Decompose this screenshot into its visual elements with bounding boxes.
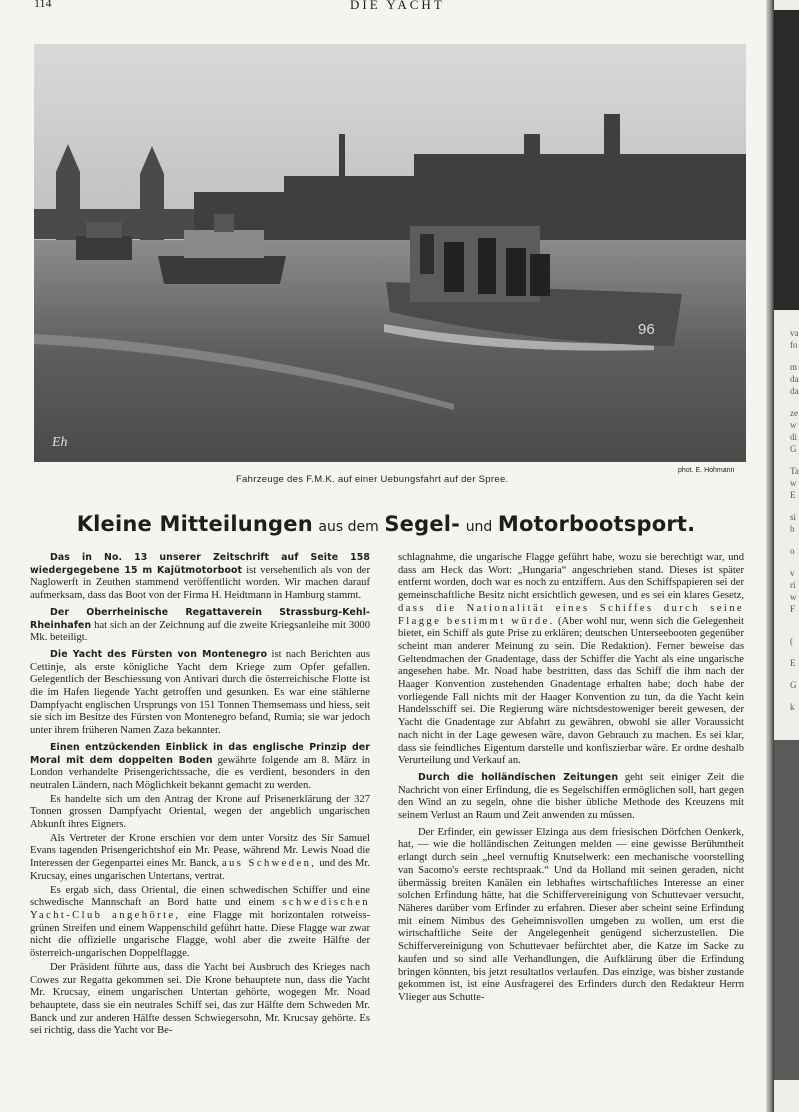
headline-part1: Kleine Mitteilungen [76,512,313,536]
photograph [34,44,746,462]
paragraph-vertreter-krone: Als Vertreter der Krone erschien vor dem unter Vorsitz des Sir Samuel Evans tagenden Prisengerichtshof ein Mr. Pease, während Mr. Lewis Noad die Interessen der Gegenpartei eines Mr. Banck, aus Schweden, und des Mr. Krucsay, eines ungarischen Untertans, vertrat. [30,832,370,882]
adjacent-text-fragment: w [790,478,797,488]
adjacent-photo-edge [774,740,799,1080]
headline-part3: Segel- [384,512,461,536]
running-title: DIE YACHT [350,0,445,12]
adjacent-text-fragment: b [790,524,795,534]
adjacent-text-fragment: o [790,546,795,556]
adjacent-text-fragment: G [790,680,797,690]
paragraph-erfinder: Der Erfinder, ein gewisser Elzinga aus dem friesischen Dörfchen Oenkerk, hat, — wie die holländischen Zeitungen melden — eine gewisse Berühmtheit erlangt durch sein „heel vernuftig Knutselwerk: een mechanische voorstelling van Sacomo's eerste rechtspraak.“ Und da Holland mit seinen geraden, nicht übermässig breiten Kanälen ein lebhaftes wirtschaftliches Interesse an einer solchen Erfindung hätte, hat die Schiffervereinigung von Schuttevaer versucht, Näheres darüber vom Erfinder zu erfahren. Dieser aber scheint seine Erfindung mit einem Nimbus des Geheimnisvollen umgeben zu wollen, um erst die wirtschaftliche Seite der Angelegenheit genügend sicherzustellen. Die Schiffervereinigung von Schuttevaer befürchtet aber, die Katze im Sacke zu kaufen und so sind alle Verhandlungen, die Aufklärung über die Erfindung bringen könnten, bis jetzt resultatlos verlaufen. Das einzige, was bisher zustande gekommen ist, ist eine Ausfragerei des Erfinders durch den Redakteur Herrn Vlieger aus Schutte- [398,826,744,1003]
paragraph-oriental: Es ergab sich, dass Oriental, die einen schwedischen Schiffer und eine schwedische Mannschaft an Bord hatte und einem schwedischen Yacht-Club angehörte, eine Flagge mit horizontalen rotweiss-grünen Streifen und einem Wappenschild geführt hatte. Diese Flagge war zwar nicht die offizielle ungarische Flagge, wohl aber die zweite Hälfte der österreich-ungarischen Doppelflagge. [30,884,371,960]
adjacent-text-fragment: va [790,328,799,338]
paragraph-lead: Einen entzückenden Einblick in das englische Prinzip der Moral mit dem doppelten Boden [30,741,370,766]
hull-number: 96 [638,321,655,338]
adjacent-text-fragment: fo [790,340,798,350]
paragraph-lead: Das in No. 13 unserer Zeitschrift auf Seite 158 wiedergegebene 15 m Kajütmotorboot [30,552,370,576]
adjacent-text-fragment: E [790,658,796,668]
adjacent-page [774,0,799,1112]
paragraph-regattaverein: Der Oberrheinische Regattaverein Strassburg-Kehl-Rheinhafen hat sich an der Zeichnung auf die zweite Kriegsanleihe mit 3000 Mk. beteiligt. [30,606,371,644]
paragraph-lead: Die Yacht des Fürsten von Montenegro [50,648,268,660]
left-column [30,552,370,1039]
photographer-monogram: Eh [52,435,68,450]
paragraph-lead: Der Oberrheinische Regattaverein Strassburg-Kehl-Rheinhafen [30,606,370,631]
paragraph-beschlagnahme: schlagnahme, die ungarische Flagge geführt habe, wozu sie berechtigt war, und dass am Heck das Wort: „Hungaria“ angeschrieben stand. Dieses ist später entfernt worden, doch war es noch zu entziffern. Aus den Schiffspapieren sei der gemeinschaftliche Besitz nicht ersichtlich gewesen, und es sei ein klares Gesetz, dass die Nationalität eines Schiffes durch seine Flagge bestimmt würde. (Aber wohl nur, wenn sich die Gelegenheit bietet, ein Schiff als gute Prise zu erklären; deutschen Unterseebooten gegenüber scheint man anderer Meinung zu sein. Die Redaktion). Ferner beweise das Geltendmachen der Gnadentage, dass der Schiffer die Yacht als eine ungarische angesehen habe. Mr. Noad habe bestritten, dass das Schiff die ihm nach der Haager Konvention zustehenden Gnadentage erhalten habe; doch habe der vorliegende Fall nichts mit der Haager Konvention zu tun, da die Yacht kein Handelsschiff sei. Die Regierung wäre nichtsdestoweniger bereit gewesen, der Yacht die Gnadentage zur Abfahrt zu gewähren, obwohl sie aller Voraussicht nach nicht in der Lage gewesen wäre, davon Gebrauch zu machen. Es sei klar, dass sie feindliches Eigentum darstelle und konfiszierbar wäre. Er ordne deshalb Verurteilung und Verkauf an. [398,552,745,767]
adjacent-text-fragment: ze [790,408,798,418]
adjacent-text-fragment: Ta [790,466,799,476]
adjacent-text-fragment: di [790,432,798,442]
headline-part4: und [465,519,493,535]
adjacent-photo-edge [774,10,799,310]
adjacent-text-fragment: G [790,444,797,454]
adjacent-text-fragment: E [790,490,796,500]
adjacent-text-fragment: da [790,386,799,396]
book-gutter [766,0,774,1112]
river-scene-image [34,44,746,462]
paragraph-praesident: Der Präsident führte aus, dass die Yacht bei Ausbruch des Krieges nach Cowes zur Regatta gekommen sei. Die Krone behauptete nun, dass die Yacht Mr. Krucsay, einem ungarischen Untertan gehörte, wogegen Mr. Noad behauptete, dass sie ein neutrales Schiff sei, das zur Hälfte dem Schweden Mr. Banck und zur anderen Hälfte dessen Schwiegersohn, Mr. Krucsay gehörte. Es sei richtig, dass die Yacht vor Be- [30,961,370,1037]
page-number: 114 [34,0,52,10]
photo-caption: Fahrzeuge des F.M.K. auf einer Uebungsfahrt auf der Spree. [236,474,509,485]
adjacent-text-fragment: ri [790,580,796,590]
paragraph-hollaendische-zeitungen: Durch die holländischen Zeitungen geht seit einiger Zeit die Nachricht von einer Erfindung, die es Segelschiffen ermöglichen soll, hart gegen den Wind an zu segeln, ohne die bisher übliche Methode des Kreuzens mit seinem Verlust an Raum und Zeit anwenden zu müssen. [398,771,744,822]
right-column [398,552,744,1006]
paragraph-prinzip-moral: Einen entzückenden Einblick in das englische Prinzip der Moral mit dem doppelten Boden gewährte folgende am 8. März in London verhandelte Prisengerichtssache, die es verdient, besonders in den neutralen Ländern, nach Möglichkeit bekannt gemacht zu werden. [30,741,371,791]
adjacent-text-fragment: ( [790,636,793,646]
adjacent-text-fragment: F [790,604,796,614]
adjacent-text-fragment: w [790,420,797,430]
article-headline [0,512,772,536]
headline-part2: aus dem [318,519,379,535]
adjacent-text-fragment: v [790,568,795,578]
adjacent-text-fragment: w [790,592,797,602]
adjacent-text-fragment: da [790,374,799,384]
adjacent-text-fragment: k [790,702,795,712]
adjacent-text-fragment: si [790,512,797,522]
headline-part5: Motorbootsport. [497,512,696,536]
adjacent-text-fragment: m [790,362,798,372]
paragraph-antrag-krone: Es handelte sich um den Antrag der Krone auf Prisenerklärung der 327 Tonnen grossen Dampfyacht Oriental, wegen der angeblich ungarischen Abkunft ihres Eigners. [30,793,370,831]
paragraph-lead: Durch die holländischen Zeitungen [418,771,619,783]
paragraph-montenegro: Die Yacht des Fürsten von Montenegro ist nach Berichten aus Cettinje, als erste königliche Yacht dem Kriege zum Opfer gefallen. Gelegentlich der Beschiessung von Antivari durch die österreichische Flotte ist die im Hafen liegende Yacht getroffen und gesunken. Es war eine stählerne Dampfyacht englischen Ursprungs von 151 Tonnen Themsemass und hiess, seit sie sich im Besitze des Fürsten von Montenegro befand, Rumia; sie war jedoch unter ihrem früheren Namen Zaza bekannter. [30,648,370,737]
paragraph-kajuetmotorboot: Das in No. 13 unserer Zeitschrift auf Seite 158 wiedergegebene 15 m Kajütmotorboot ist versehentlich als von der Naglowerft in Zeuthen stammend veröffentlicht worden. Wir machen darauf aufmerksam, dass das Boot von der Firma H. Heidtmann in Hamburg stammt. [30,552,371,602]
photo-credit: phot. E. Hohmann [678,467,735,474]
